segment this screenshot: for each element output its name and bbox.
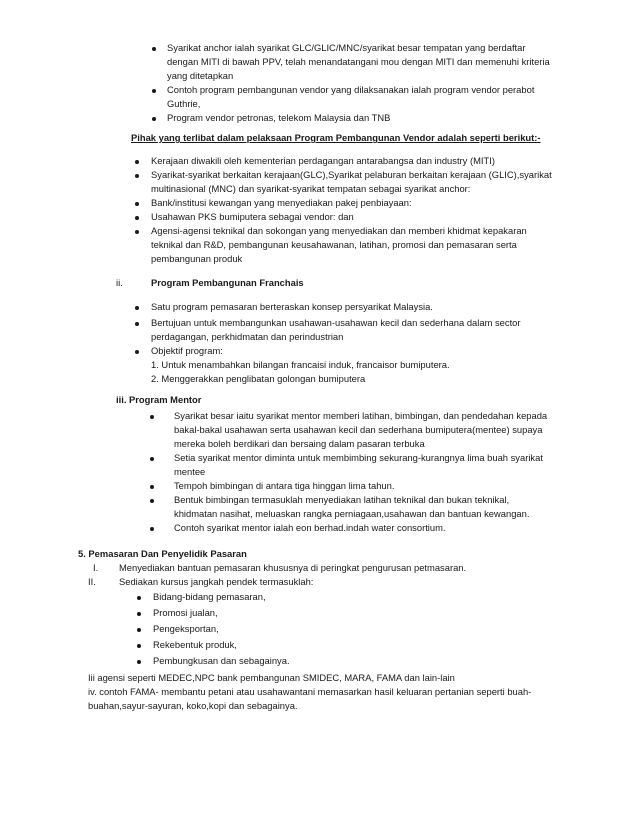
bullet-dot <box>135 216 139 220</box>
section-heading: Program Pembangunan Franchais <box>151 277 304 288</box>
text-line: perdagangan, perkhidmatan dan perindustrian <box>151 331 344 342</box>
text-line: yang ditetapkan <box>167 70 234 81</box>
text-line: buahan,sayur-sayuran, koko,kopi dan sebagainya. <box>88 700 298 711</box>
bullet-dot <box>135 350 139 354</box>
text-line: Guthrie, <box>167 98 201 109</box>
bullet-dot <box>135 230 139 234</box>
bullet-dot <box>152 47 156 51</box>
text-line: Syarikat anchor ialah syarikat GLC/GLIC/MNC/syarikat besar tempatan yang berdaftar <box>167 42 526 53</box>
text-line: Kerajaan diwakili oleh kementerian perdagangan antarabangsa dan industry (MITI) <box>151 155 495 166</box>
section-heading: Pihak yang terlibat dalam pelaksaan Program Pembangunan Vendor adalah seperti berikut:- <box>131 132 541 143</box>
bullet-dot <box>137 628 141 632</box>
text-line: khidmatan nasihat, meluaskan rangka perniagaan,usahawan dan bantuan kewangan. <box>174 508 530 519</box>
bullet-dot <box>135 202 139 206</box>
numbered-item: 2. Menggerakkan penglibatan golongan bumiputera <box>151 373 366 384</box>
bullet-dot <box>150 415 154 419</box>
numbered-item: 1. Untuk menambahkan bilangan francaisi induk, francaisor bumiputera. <box>151 359 450 370</box>
text-line: Tempoh bimbingan di antara tiga hinggan lima tahun. <box>174 480 395 491</box>
section-heading: iii. Program Mentor <box>116 394 202 405</box>
bullet-dot <box>137 644 141 648</box>
bullet-dot <box>150 527 154 531</box>
text-line: Program vendor petronas, telekom Malaysia dan TNB <box>167 112 391 123</box>
text-line: Bank/institusi kewangan yang menyediakan pakej penbiayaan: <box>151 197 412 208</box>
bullet-dot <box>135 174 139 178</box>
text-line: bakal-bakal usahawan serta usahawan kecil dan sederhana bumiputera(mentee) supaya <box>174 424 543 435</box>
text-line: Syarikat-syarikat berkaitan kerajaan(GLC),Syarikat pelaburan berkaitan kerajaan (GLIC),syarikat <box>151 169 552 180</box>
text-line: multinasional (MNC) dan syarikat-syarikat tempatan sebagai syarikat anchor: <box>151 183 471 194</box>
text-line: Objektif program: <box>151 345 223 356</box>
list-item: Pembungkusan dan sebagainya. <box>153 655 290 666</box>
text-line: Iii agensi seperti MEDEC,NPC bank pembangunan SMIDEC, MARA, FAMA dan lain-lain <box>88 672 455 683</box>
text-line: dengan MITI di bawah PPV, telah menandatangani mou dengan MITI dan memenuhi kriteria <box>167 56 550 67</box>
bullet-dot <box>152 117 156 121</box>
bullet-dot <box>137 660 141 664</box>
text-line: iv. contoh FAMA- membantu petani atau usahawantani memasarkan hasil keluaran pertanian seperti buah- <box>88 686 532 697</box>
bullet-dot <box>152 89 156 93</box>
bullet-dot <box>137 596 141 600</box>
list-item: Promosi jualan, <box>153 607 218 618</box>
text-line: Menyediakan bantuan pemasaran khususnya di peringkat pengurusan petmasaran. <box>119 562 467 573</box>
text-line: pembangunan produk <box>151 253 243 264</box>
bullet-dot <box>137 612 141 616</box>
text-line: Sediakan kursus jangkah pendek termasuklah: <box>119 576 314 587</box>
roman-number: II. <box>88 576 96 587</box>
list-item: Pengeksportan, <box>153 623 219 634</box>
list-item: Rekebentuk produk, <box>153 639 237 650</box>
text-line: Contoh program pembangunan vendor yang dilaksanakan ialah program vendor perabot <box>167 84 535 95</box>
text-line: Bentuk bimbingan termasuklah menyediakan latihan teknikal dan bukan teknikal, <box>174 494 510 505</box>
text-line: mentee <box>174 466 206 477</box>
text-line: Contoh syarikat mentor ialah eon berhad.indah water consortium. <box>174 522 446 533</box>
text-line: Agensi-agensi teknikal dan sokongan yang menyediakan dan memberi khidmat kepakaran <box>151 225 527 236</box>
bullet-dot <box>135 322 139 326</box>
roman-number: I. <box>93 562 99 573</box>
text-line: Syarikat besar iaitu syarikat mentor memberi latihan, bimbingan, dan pendedahan kepada <box>174 410 548 421</box>
bullet-dot <box>150 485 154 489</box>
section-heading: 5. Pemasaran Dan Penyelidik Pasaran <box>78 548 247 559</box>
text-line: Setia syarikat mentor diminta untuk membimbing sekurang-kurangnya lima buah syarikat <box>174 452 543 463</box>
text-line: Usahawan PKS bumiputera sebagai vendor: dan <box>151 211 354 222</box>
bullet-dot <box>150 457 154 461</box>
text-line: Satu program pemasaran berteraskan konsep persyarikat Malaysia. <box>151 301 433 312</box>
bullet-dot <box>135 306 139 310</box>
text-line: Bertujuan untuk membangunkan usahawan-usahawan kecil dan sederhana dalam sector <box>151 317 521 328</box>
text-line: teknikal dan R&D, pembangunan keusahawanan, latihan, promosi dan pemasaran serta <box>151 239 517 250</box>
list-item: Bidang-bidang pemasaran, <box>153 591 266 602</box>
bullet-dot <box>135 160 139 164</box>
section-number: ii. <box>116 277 123 288</box>
text-line: mereka boleh berdikari dan bersaing dalam pasaran terbuka <box>174 438 425 449</box>
bullet-dot <box>150 499 154 503</box>
